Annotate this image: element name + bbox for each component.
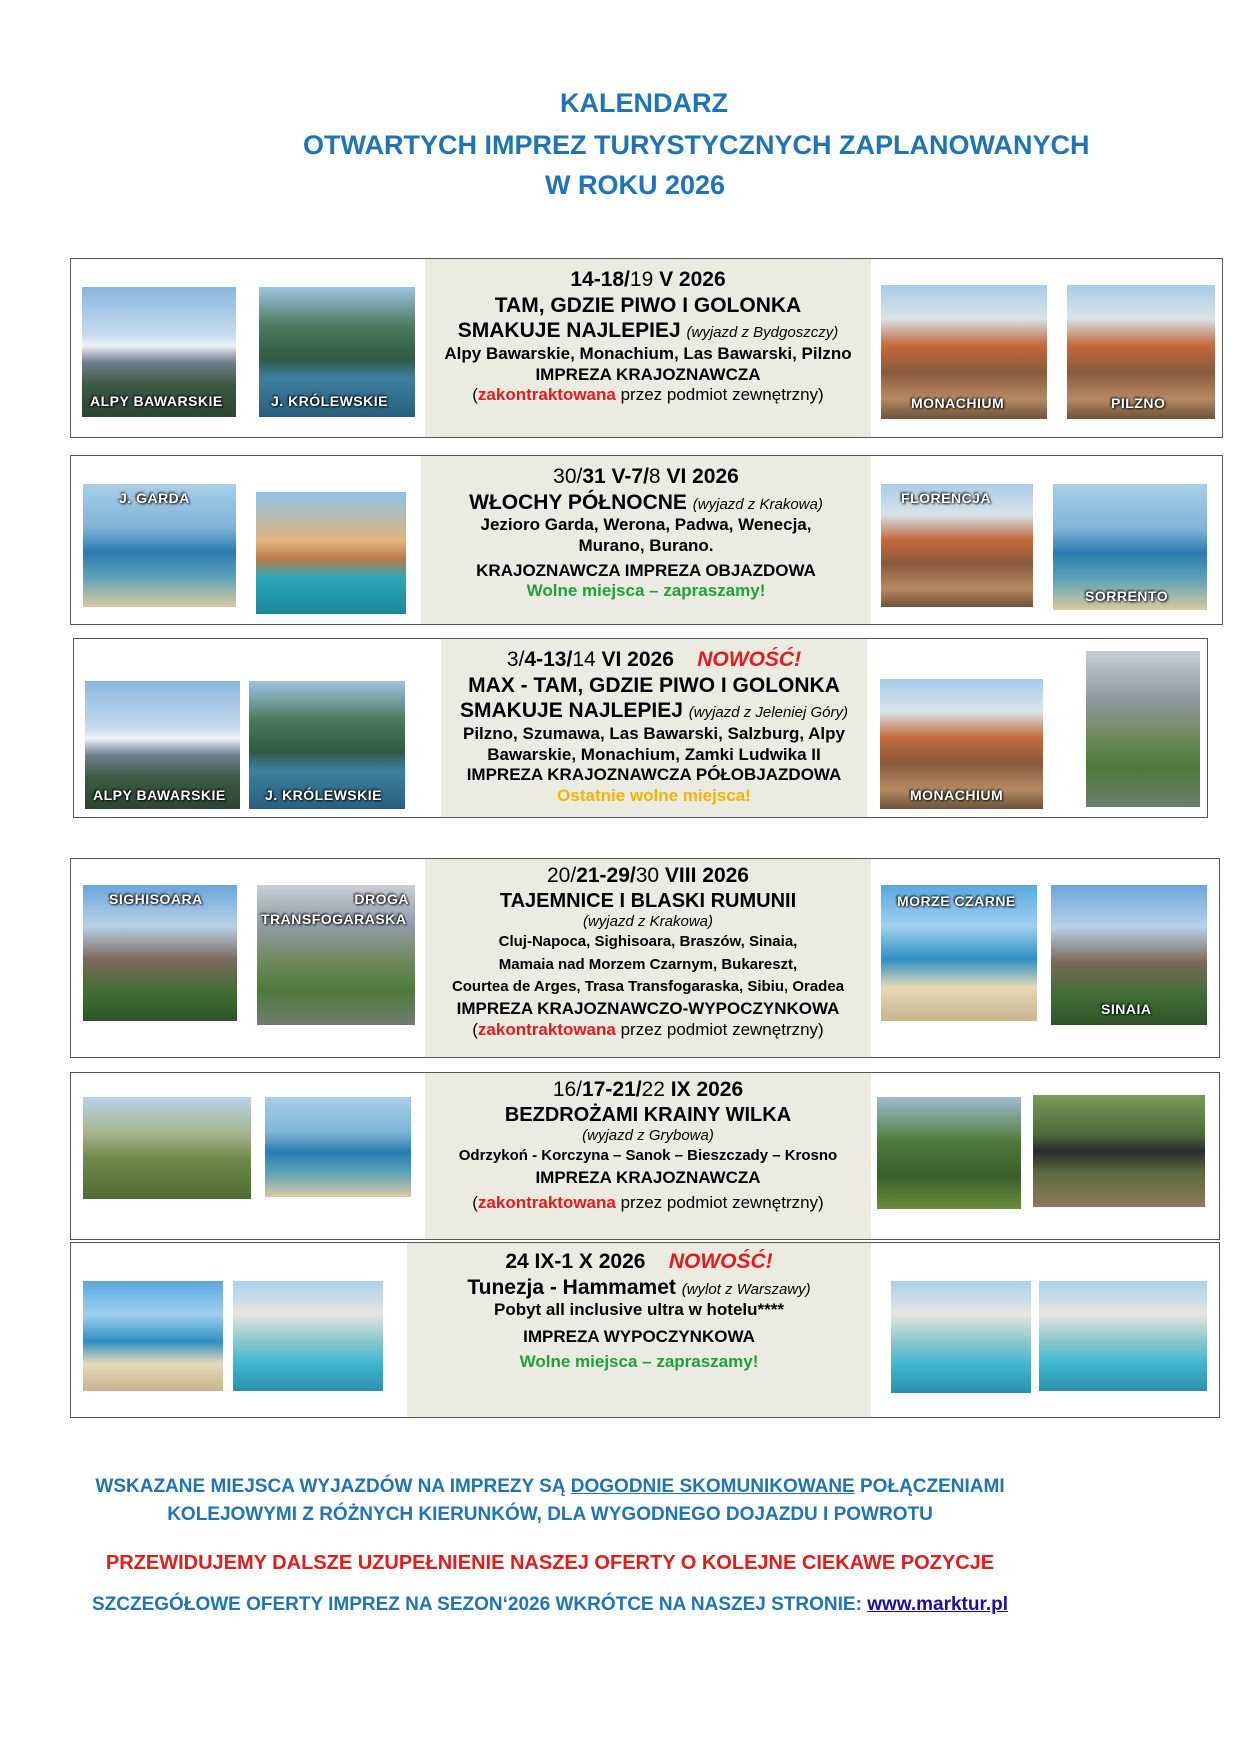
photo-label: MONACHIUM xyxy=(911,395,1005,411)
footer-note-line2: KOLEJOWYMI Z RÓŻNYCH KIERUNKÓW, DLA WYGODNEGO DOJAZDU I POWROTU xyxy=(167,1504,933,1525)
offer-route-3: Courtea de Arges, Trasa Transfogaraska, Sibiu, Oradea xyxy=(451,978,845,996)
offer-card-6[interactable] xyxy=(70,1242,1220,1418)
offer-date: 14-18/19 V 2026 xyxy=(570,268,726,291)
offer-title: BEZDROŻAMI KRAINY WILKA xyxy=(504,1103,792,1126)
offer-status: (zakontraktowana przez podmiot zewnętrzny) xyxy=(472,1192,824,1212)
offer-card-5[interactable] xyxy=(70,1072,1220,1240)
offer-details xyxy=(421,456,871,624)
offer-status: (zakontraktowana przez podmiot zewnętrzny) xyxy=(472,385,824,405)
photo-hotel-basen xyxy=(891,1281,1031,1393)
offer-route-2: Mamaia nad Morzem Czarnym, Bukareszt, xyxy=(498,955,798,973)
photo-label: PILZNO xyxy=(1111,395,1166,411)
photo-label: FLORENCJA xyxy=(901,490,992,506)
photo-las xyxy=(877,1097,1021,1209)
offer-details xyxy=(441,639,867,817)
photo-drezyny-tunel xyxy=(1033,1095,1205,1207)
photo-label: SORRENTO xyxy=(1085,588,1169,604)
offer-route: Pobyt all inclusive ultra w hotelu**** xyxy=(493,1300,784,1320)
new-badge: NOWOŚĆ! xyxy=(668,1250,773,1273)
photo-label: ALPY BAWARSKIE xyxy=(90,393,223,409)
new-badge: NOWOŚĆ! xyxy=(697,648,802,671)
photo-jezioro-krolewskie xyxy=(259,287,415,417)
offer-type: IMPREZA KRAJOZNAWCZA xyxy=(535,364,761,384)
offer-details xyxy=(425,859,871,1057)
photo-label: J. GARDA xyxy=(119,490,190,506)
offer-title: WŁOCHY PÓŁNOCNE (wyjazd z Krakowa) xyxy=(469,490,823,514)
offer-details xyxy=(425,1073,871,1239)
offer-type: IMPREZA KRAJOZNAWCZA PÓŁOBJAZDOWA xyxy=(466,765,842,785)
offer-route-2: Bawarskie, Monachium, Zamki Ludwika II xyxy=(487,744,821,764)
photo-label: ALPY BAWARSKIE xyxy=(93,787,226,803)
offer-departure: (wyjazd z Bydgoszczy) xyxy=(686,324,839,342)
photo-wenecja xyxy=(256,492,406,614)
offer-card-2[interactable] xyxy=(70,455,1223,625)
offer-status: (zakontraktowana przez podmiot zewnętrzny) xyxy=(472,1019,824,1039)
offer-status: Wolne miejsca – zapraszamy! xyxy=(519,1351,759,1371)
offer-date: 20/21-29/30 VIII 2026 xyxy=(546,864,749,887)
photo-tunezja-hotel xyxy=(233,1281,383,1391)
photo-alpy-bawarskie xyxy=(85,681,240,809)
page-title-line2: OTWARTYCH IMPREZ TURYSTYCZNYCH ZAPLANOWANYCH xyxy=(303,130,1090,160)
photo-alpy-kolejka xyxy=(1086,651,1200,807)
offer-title-2: SMAKUJE NAJLEPIEJ (wyjazd z Jeleniej Góry) xyxy=(460,699,848,723)
page-title-line1: KALENDARZ xyxy=(560,88,728,118)
photo-jezioro-krolewskie xyxy=(249,681,405,809)
offer-departure: (wyjazd z Jeleniej Góry) xyxy=(688,704,848,722)
offer-departure: (wyjazd z Krakowa) xyxy=(692,495,823,513)
photo-monachium xyxy=(881,285,1047,419)
offer-route: Alpy Bawarskie, Monachium, Las Bawarski, Pilzno xyxy=(444,343,852,363)
offer-status: Wolne miejsca – zapraszamy! xyxy=(526,581,766,601)
photo-sorrento xyxy=(1053,484,1207,610)
photo-sinaia xyxy=(1051,885,1207,1025)
photo-sighisoara xyxy=(83,885,237,1021)
photo-transfogaraska xyxy=(257,885,415,1025)
offer-card-1[interactable] xyxy=(70,258,1223,438)
offer-departure: (wyjazd z Krakowa) xyxy=(582,913,714,930)
offer-type: IMPREZA WYPOCZYNKOWA xyxy=(523,1326,755,1346)
footer-announcement: PRZEWIDUJEMY DALSZE UZUPEŁNIENIE NASZEJ OFERTY O KOLEJNE CIEKAWE POZYCJE xyxy=(105,1552,995,1574)
photo-morze-czarne xyxy=(881,885,1037,1021)
photo-tunezja-plaza xyxy=(83,1281,223,1391)
offer-title: TAM, GDZIE PIWO I GOLONKA xyxy=(494,293,802,317)
offer-type: IMPREZA KRAJOZNAWCZO-WYPOCZYNKOWA xyxy=(456,998,840,1018)
offer-status: Ostatnie wolne miejsca! xyxy=(557,786,751,806)
offer-card-4[interactable] xyxy=(70,858,1220,1058)
offer-date: 16/17-21/22 IX 2026 xyxy=(552,1078,744,1101)
offer-title: Tunezja - Hammamet (wylot z Warszawy) xyxy=(467,1275,811,1299)
offer-route: Odrzykoń - Korczyna – Sanok – Bieszczady – Krosno xyxy=(458,1147,838,1165)
offer-details xyxy=(425,259,871,437)
photo-pilzno xyxy=(1067,285,1215,419)
offer-details xyxy=(407,1243,871,1417)
offer-route: Cluj-Napoca, Sighisoara, Braszów, Sinaia, xyxy=(498,933,798,951)
offer-departure: (wylot z Warszawy) xyxy=(681,1280,811,1298)
offer-route: Pilzno, Szumawa, Las Bawarski, Salzburg, Alpy xyxy=(463,723,845,743)
offer-date: 3/4-13/14 VI 2026 NOWOŚĆ! xyxy=(506,648,802,671)
offer-type: KRAJOZNAWCZA IMPREZA OBJAZDOWA xyxy=(476,560,816,580)
offer-route: Jezioro Garda, Werona, Padwa, Wenecja, xyxy=(480,515,812,535)
offer-date: 30/31 V-7/8 VI 2026 xyxy=(553,465,739,488)
photo-hotel-basen-2 xyxy=(1039,1281,1207,1391)
photo-label: MONACHIUM xyxy=(910,787,1004,803)
footer-website-line: SZCZEGÓŁOWE OFERTY IMPREZ NA SEZON‘2026 WKRÓTCE NA NASZEJ STRONIE: www.marktur.pl xyxy=(92,1594,1008,1615)
offer-card-3[interactable] xyxy=(73,638,1208,818)
photo-label: SIGHISOARA xyxy=(109,891,203,907)
footer-note-line1: WSKAZANE MIEJSCA WYJAZDÓW NA IMPREZY SĄ DOGODNIE SKOMUNIKOWANE POŁĄCZENIAMI xyxy=(95,1476,1005,1497)
offer-date: 24 IX-1 X 2026 NOWOŚĆ! xyxy=(505,1250,773,1273)
offer-title: MAX - TAM, GDZIE PIWO I GOLONKA xyxy=(468,673,840,697)
photo-label: SINAIA xyxy=(1101,1001,1152,1017)
photo-label: J. KRÓLEWSKIE xyxy=(265,787,382,803)
website-link[interactable]: www.marktur.pl xyxy=(867,1594,1008,1615)
offer-title: TAJEMNICE I BLASKI RUMUNII xyxy=(499,889,797,912)
photo-jezioro-garda xyxy=(83,484,236,607)
offer-title-2: SMAKUJE NAJLEPIEJ (wyjazd z Bydgoszczy) xyxy=(457,319,839,343)
offer-route-2: Murano, Burano. xyxy=(578,535,714,555)
photo-label: J. KRÓLEWSKIE xyxy=(271,393,388,409)
photo-label: DROGA xyxy=(354,891,409,907)
photo-monachium xyxy=(880,679,1043,809)
photo-alpy-bawarskie xyxy=(82,287,236,417)
photo-label: MORZE CZARNE xyxy=(897,893,1016,909)
photo-jezioro-solinskie xyxy=(265,1097,411,1197)
photo-florencja xyxy=(881,484,1033,607)
photo-bieszczady xyxy=(83,1097,251,1199)
page-title-line3: W ROKU 2026 xyxy=(545,170,726,200)
photo-label: TRANSFOGARASKA xyxy=(261,911,407,927)
offer-departure: (wyjazd z Grybowa) xyxy=(582,1127,714,1144)
offer-type: IMPREZA KRAJOZNAWCZA xyxy=(535,1167,761,1187)
